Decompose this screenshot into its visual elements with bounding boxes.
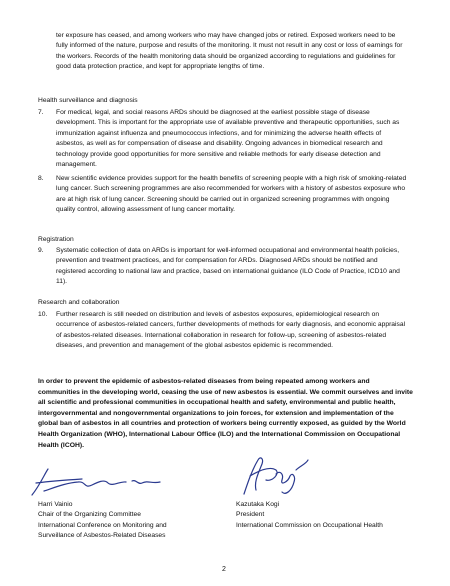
section-heading-registration: Registration (38, 236, 74, 243)
list-item-text: New scientific evidence provides support for the health benefits of screening people with a high risk of smoking-related lung cancer. Such screening programmes are also recommended for workers with a history of asbestos exposure who are at high risk of lung cancer. Screening should be carried out in organized screening programmes with ongoing quality control, allowing assessment of lung cancer mortality. (56, 175, 407, 214)
section-heading-health: Health surveillance and diagnosis (38, 97, 138, 104)
signatory-title: Chair of the Organizing Committee (38, 511, 141, 519)
signatory-name: Harri Vainio (38, 501, 73, 508)
list-item-text: Further research is still needed on distribution and levels of asbestos exposures, epidemiological research on occurrence of asbestos-related cancers, further developments of methods for early diagnosis, and economic appraisal of asbestos-related diseases. International collaboration in research for follow-up, screening of asbestos-related diseases, and prevention and management of the global asbestos epidemic is recommended. (56, 311, 406, 350)
signatory-name: Kazutaka Kogi (236, 501, 280, 508)
intro-paragraph: ter exposure has ceased, and among workers who may have changed jobs or retired. Exposed workers need to be fully informed of the nature, purpose and results of the monitoring. It must not result in any cost or loss of earnings for the workers. Records of the health monitoring data should be organized according to regulations and guidelines for good data protection practice, and kept for appropriate lengths of time. (56, 32, 403, 71)
page-number: 2 (222, 566, 226, 573)
signatory-title: International Conference on Monitoring and (38, 521, 167, 529)
section-heading-research: Research and collaboration (38, 299, 120, 306)
signatory-kogi (236, 500, 383, 531)
signatory-title: President (236, 511, 265, 519)
signature-vainio-icon (26, 465, 166, 505)
signatory-title: International Commission on Occupational Health (236, 521, 383, 529)
list-item-text: Systematic collection of data on ARDs is important for well-informed occupational and environmental health policies, prevention and treatment practices, and for compensation for ARDs. Diagnosed ARDs should be notified and registered according to national law and practice, based on international guidance (ILO Code of Practice, ICD10 and 11). (56, 247, 400, 286)
signatory-title: Surveillance of Asbestos-Related Diseases (38, 532, 166, 540)
list-item-number: 7. (38, 109, 44, 116)
signatory-vainio (38, 500, 167, 542)
list-item-number: 8. (38, 175, 44, 182)
signature-kogi-icon (236, 452, 316, 500)
closing-statement: In order to prevent the epidemic of asbestos-related diseases from being repeated among workers and communities in the developing world, ceasing the use of new asbestos is essential. We commit ourselves and invite all scientific and professional communities in occupational health and safety, environmental and public health, intergovernmental and nongovernmental organizations to join forces, for extension and implementation of the global ban of asbestos in all countries and protection of workers being currently exposed, as guided by the World Health Organization (WHO), International Labour Office (ILO) and the International Commission on Occupational Health (ICOH). (38, 378, 413, 449)
list-item-text: For medical, legal, and social reasons ARDs should be diagnosed at the earliest possible stage of disease development. This is important for the appropriate use of available preventive and therapeutic opportunities, such as immunization against influenza and pneumococcus infections, and for minimizing the adverse health effects of asbestos, as well as for compensation of disease and disability. Ongoing advances in biomedical research and technology provide good opportunities for more sensitive and reliable methods for early disease detection and management. (56, 109, 400, 169)
list-item-number: 9. (38, 247, 44, 254)
list-item-number: 10. (38, 311, 48, 318)
